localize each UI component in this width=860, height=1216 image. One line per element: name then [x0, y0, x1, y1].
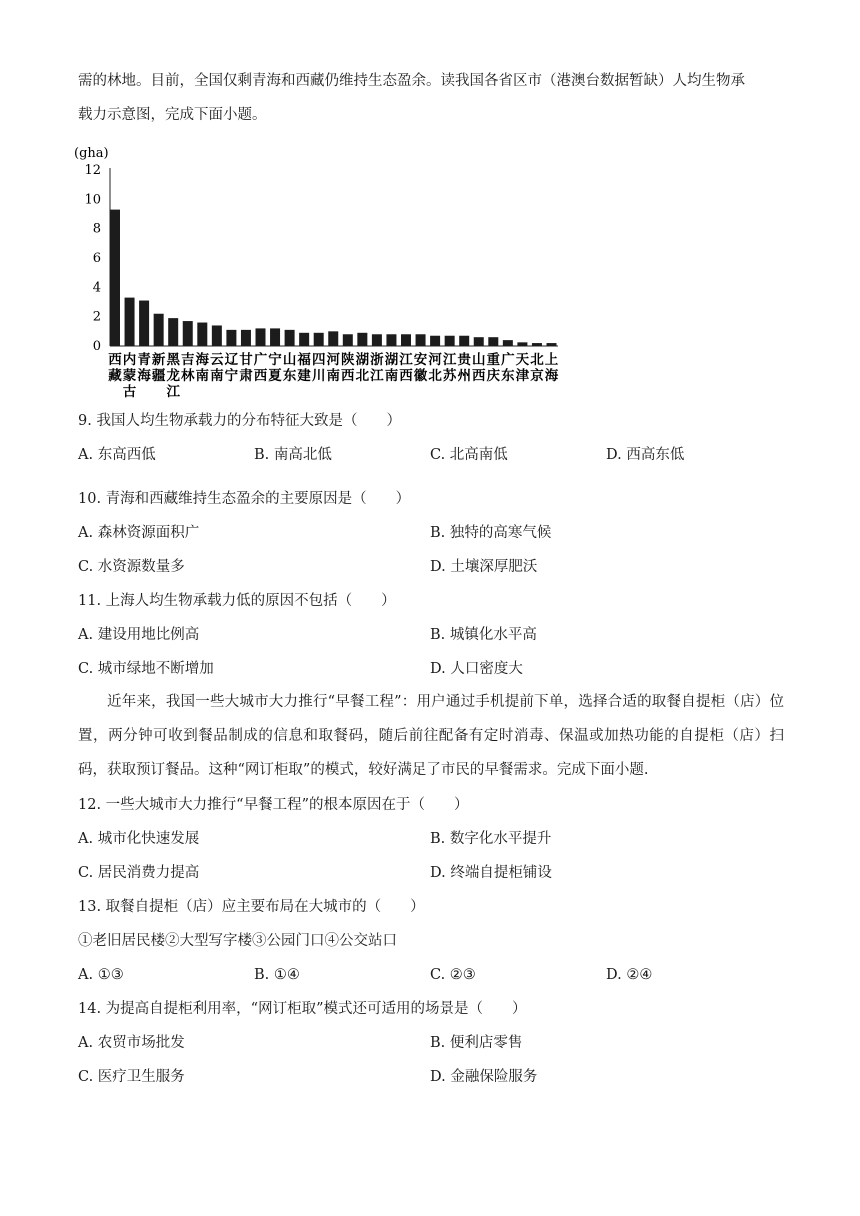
bar	[110, 210, 120, 346]
bio-capacity-bar-chart	[70, 140, 570, 400]
question-10-option-b[interactable]: B. 独特的高寒气候	[430, 525, 552, 541]
x-tick-char: 京	[530, 368, 544, 384]
bar	[459, 336, 469, 346]
question-10-option-c[interactable]: C. 水资源数量多	[78, 559, 185, 575]
chart-bars	[110, 210, 557, 346]
bar	[445, 336, 455, 346]
x-tick-char: 庆	[486, 368, 501, 384]
question-13-items: ①老旧居民楼②大型写字楼③公园门口④公交站口	[78, 933, 397, 949]
bar	[343, 334, 353, 346]
x-tick-char: 南	[384, 368, 399, 384]
x-tick-char: 宁	[224, 368, 239, 384]
x-tick-label	[487, 351, 501, 384]
x-tick-char: 内	[122, 352, 137, 368]
question-13-stem: 13. 取餐自提柜（店）应主要布局在大城市的（ ）	[78, 899, 425, 915]
bar	[357, 333, 367, 346]
x-tick-char: 湖	[355, 352, 370, 368]
bar	[488, 337, 498, 346]
question-13-option-d[interactable]: D. ②④	[606, 967, 653, 983]
x-tick-char: 贵	[457, 352, 471, 368]
x-tick-char: 宁	[268, 352, 282, 368]
question-10-stem: 10. 青海和西藏维持生态盈余的主要原因是（ ）	[78, 491, 411, 507]
x-tick-char: 上	[544, 352, 559, 368]
bar	[241, 330, 251, 346]
bar	[328, 331, 338, 346]
x-tick-label	[137, 351, 151, 384]
x-tick-char: 辽	[224, 352, 239, 368]
x-tick-char: 古	[122, 384, 137, 400]
x-tick-char: 北	[530, 352, 544, 368]
question-11-option-a[interactable]: A. 建设用地比例高	[78, 627, 200, 643]
x-tick-label	[341, 351, 355, 384]
x-tick-char: 江	[166, 384, 180, 400]
question-14-option-b[interactable]: B. 便利店零售	[430, 1035, 523, 1051]
x-tick-label	[312, 352, 326, 384]
x-tick-label	[501, 351, 515, 384]
x-tick-label	[181, 351, 195, 384]
question-14-option-a[interactable]: A. 农贸市场批发	[78, 1035, 185, 1051]
x-tick-label	[254, 351, 268, 384]
bar	[503, 340, 513, 346]
x-tick-char: 天	[515, 352, 530, 368]
bar	[416, 334, 426, 346]
x-tick-char: 福	[297, 352, 311, 368]
x-tick-char: 建	[297, 368, 311, 384]
passage-breakfast-project: 近年来，我国一些大城市大力推行“早餐工程”：用户通过手机提前下单，选择合适的取餐自提柜（店）位置，两分钟可收到餐品制成的信息和取餐码，随后前往配备有定时消毒、保温或加热功能的自提柜（店）扫码，获取预订餐品。这种“网订柜取”的模式，较好满足了市民的早餐需求。完成下面小题.	[78, 694, 784, 778]
x-tick-char: 新	[151, 352, 166, 368]
question-9-option-d[interactable]: D. 西高东低	[606, 447, 685, 463]
question-12-stem: 12. 一些大城市大力推行“早餐工程”的根本原因在于（ ）	[78, 797, 469, 813]
x-tick-char: 西	[472, 368, 486, 384]
y-tick-label: 12	[84, 163, 101, 178]
y-tick-label: 4	[92, 280, 101, 296]
x-tick-char: 苏	[442, 368, 457, 384]
bar	[314, 333, 324, 346]
question-9-option-a[interactable]: A. 东高西低	[78, 447, 156, 463]
x-tick-label	[196, 351, 210, 384]
bar	[285, 330, 295, 346]
x-tick-char: 河	[326, 352, 340, 368]
x-tick-char: 西	[253, 368, 268, 384]
question-13-option-c[interactable]: C. ②③	[430, 967, 476, 983]
x-tick-label	[428, 352, 442, 384]
x-tick-char: 江	[399, 352, 413, 368]
x-tick-label	[165, 352, 180, 400]
x-tick-char: 川	[311, 368, 326, 384]
x-tick-char: 浙	[370, 352, 384, 368]
x-tick-char: 林	[181, 368, 195, 384]
bar	[183, 321, 193, 346]
x-tick-label	[296, 351, 311, 384]
chart-x-labels	[108, 351, 559, 400]
x-tick-char: 陕	[341, 352, 355, 368]
x-tick-char: 疆	[151, 368, 166, 384]
x-tick-char: 北	[428, 368, 442, 384]
x-tick-char: 龙	[166, 368, 180, 384]
intro-line-2: 载力示意图，完成下面小题。	[78, 107, 267, 123]
x-tick-label	[152, 351, 166, 384]
x-tick-label	[327, 352, 341, 384]
x-tick-label	[210, 352, 224, 384]
question-9-stem: 9. 我国人均生物承载力的分布特征大致是（ ）	[78, 413, 401, 429]
question-12-option-a[interactable]: A. 城市化快速发展	[78, 831, 200, 847]
x-tick-char: 甘	[239, 352, 253, 368]
x-tick-char: 西	[341, 368, 355, 384]
x-tick-char: 山	[282, 352, 297, 368]
bar	[154, 314, 164, 346]
x-tick-label	[123, 351, 137, 400]
y-tick-label: 10	[84, 192, 101, 208]
bar	[430, 336, 440, 346]
x-tick-label	[225, 352, 239, 384]
x-tick-char: 蒙	[122, 368, 137, 384]
question-10-option-d[interactable]: D. 土壤深厚肥沃	[430, 559, 538, 575]
x-tick-label	[545, 352, 559, 384]
question-11-option-d[interactable]: D. 人口密度大	[430, 661, 523, 677]
question-12-option-b[interactable]: B. 数字化水平提升	[430, 831, 552, 847]
x-tick-char: 河	[428, 352, 442, 368]
x-tick-label	[442, 352, 457, 384]
question-14-option-d[interactable]: D. 金融保险服务	[430, 1069, 538, 1085]
y-tick-label: 8	[92, 221, 101, 237]
x-tick-char: 湖	[384, 352, 399, 368]
bar	[547, 343, 557, 346]
x-tick-char: 广	[501, 352, 515, 368]
question-12-option-c[interactable]: C. 居民消费力提高	[78, 865, 200, 881]
x-tick-label	[398, 352, 413, 384]
x-tick-char: 青	[137, 352, 151, 368]
x-tick-char: 东	[501, 368, 515, 384]
bar	[125, 298, 135, 346]
x-tick-char: 南	[210, 368, 224, 384]
x-tick-char: 江	[370, 368, 384, 384]
bar	[139, 301, 149, 346]
intro-line-1: 需的林地。目前，全国仅剩青海和西藏仍维持生态盈余。读我国各省区市（港澳台数据暂缺）人均生物承	[78, 73, 745, 89]
x-tick-char: 南	[326, 368, 340, 384]
x-tick-label	[239, 352, 253, 384]
y-tick-label: 6	[92, 251, 101, 266]
question-9-option-c[interactable]: C. 北高南低	[430, 447, 508, 463]
bar	[474, 337, 484, 346]
x-tick-label	[385, 351, 399, 384]
question-11-stem: 11. 上海人均生物承载力低的原因不包括（ ）	[78, 593, 396, 609]
x-tick-label	[268, 351, 282, 384]
x-tick-label	[457, 351, 472, 384]
bar	[517, 342, 527, 346]
x-tick-char: 吉	[181, 352, 195, 368]
x-tick-char: 黑	[166, 352, 180, 368]
bar	[299, 333, 309, 346]
bar	[401, 334, 411, 346]
x-tick-label	[356, 351, 370, 384]
x-tick-label	[283, 352, 297, 384]
x-tick-char: 徽	[413, 368, 428, 384]
x-tick-char: 藏	[108, 368, 122, 384]
x-tick-char: 肃	[239, 368, 253, 384]
bar	[256, 328, 266, 346]
bar	[226, 330, 236, 346]
x-tick-label	[516, 352, 530, 384]
x-tick-char: 海	[195, 352, 210, 368]
y-tick-label: 0	[92, 339, 101, 354]
x-tick-label	[369, 351, 384, 384]
x-tick-char: 海	[544, 368, 559, 384]
x-tick-char: 东	[282, 368, 297, 384]
x-tick-char: 西	[108, 352, 122, 368]
question-11-option-b[interactable]: B. 城镇化水平高	[430, 627, 537, 643]
x-tick-char: 山	[472, 352, 486, 368]
bar	[212, 325, 222, 346]
x-tick-label	[530, 352, 544, 384]
question-9-option-b[interactable]: B. 南高北低	[254, 447, 332, 463]
x-tick-char: 西	[399, 368, 413, 384]
bar	[532, 343, 542, 346]
x-tick-char: 安	[413, 352, 428, 368]
x-tick-char: 夏	[268, 368, 282, 384]
bar	[168, 318, 178, 346]
y-axis-unit-label: (gha)	[74, 146, 109, 161]
x-tick-char: 津	[515, 368, 530, 384]
question-13-option-a[interactable]: A. ①③	[78, 967, 124, 983]
x-tick-label	[108, 352, 122, 384]
y-tick-label: 2	[92, 309, 101, 325]
x-tick-label	[414, 351, 428, 384]
bar	[386, 334, 396, 346]
x-tick-char: 云	[210, 352, 224, 368]
x-tick-char: 海	[137, 368, 151, 384]
bar	[270, 328, 280, 346]
question-12-option-d[interactable]: D. 终端自提柜铺设	[430, 865, 552, 881]
bar	[197, 323, 207, 346]
x-tick-char: 南	[195, 368, 210, 384]
bar	[372, 334, 382, 346]
x-tick-char: 北	[355, 368, 370, 384]
x-tick-label	[472, 352, 486, 384]
x-tick-char: 江	[442, 352, 457, 368]
question-11-option-c[interactable]: C. 城市绿地不断增加	[78, 661, 214, 677]
x-tick-char: 重	[486, 352, 501, 368]
x-tick-char: 州	[457, 368, 471, 384]
x-tick-char: 四	[311, 352, 326, 368]
question-13-option-b[interactable]: B. ①④	[254, 967, 300, 983]
x-tick-char: 广	[253, 352, 268, 368]
question-14-option-c[interactable]: C. 医疗卫生服务	[78, 1069, 185, 1085]
question-14-stem: 14. 为提高自提柜利用率，“网订柜取”模式还可适用的场景是（ ）	[78, 1001, 527, 1017]
question-10-option-a[interactable]: A. 森林资源面积广	[78, 525, 200, 541]
